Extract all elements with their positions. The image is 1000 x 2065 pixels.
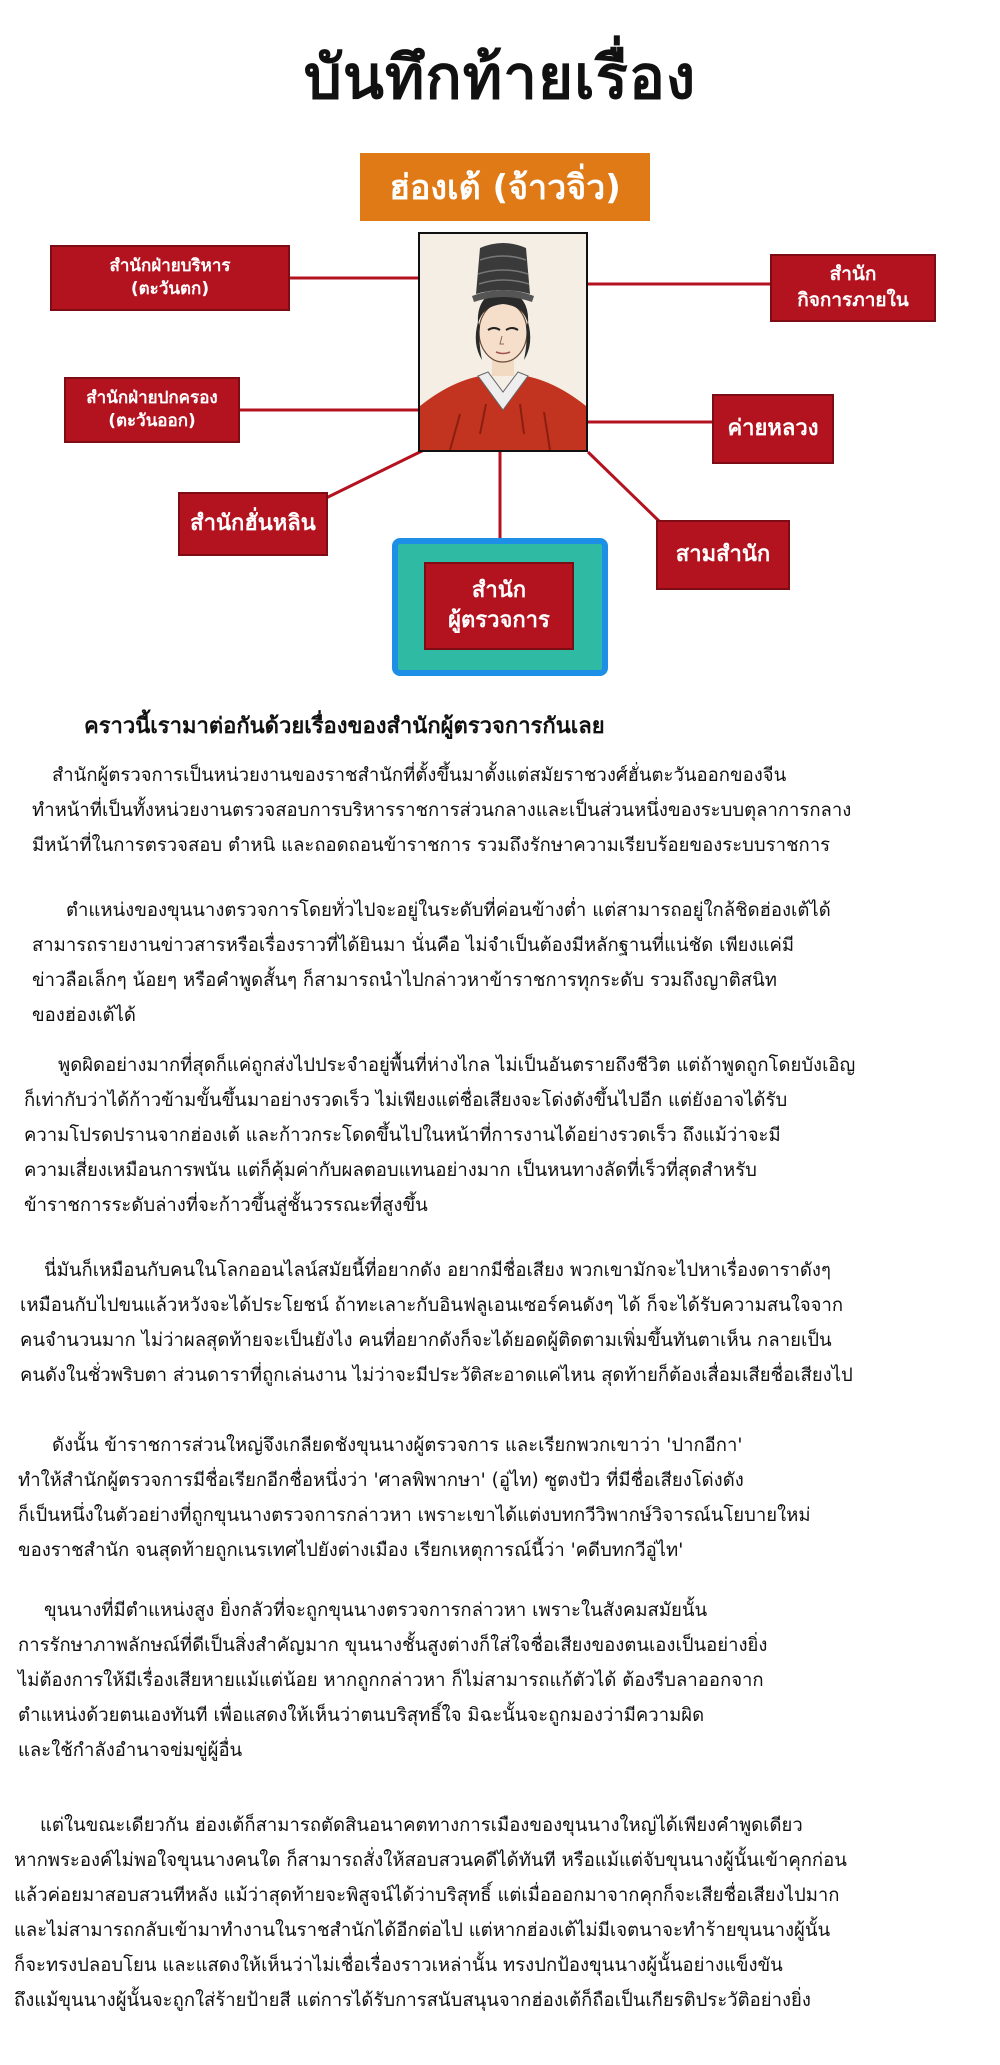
- para-line: ของฮ่องเต้ได้: [32, 1005, 136, 1026]
- para-line: แต่ในขณะเดียวกัน ฮ่องเต้ก็สามารถตัดสินอนาคตทางการเมืองของขุนนางใหญ่ได้เพียงคำพูดเดียว: [40, 1815, 803, 1836]
- para-line: ก็เท่ากับว่าได้ก้าวข้ามขั้นขึ้นมาอย่างรวดเร็ว ไม่เพียงแต่ชื่อเสียงจะโด่งดังขึ้นไปอีก แต่ยังอาจได้รับ: [24, 1090, 788, 1111]
- censorate-office: สำนัก ผู้ตรวจการ: [424, 562, 574, 650]
- para-line: และไม่สามารถกลับเข้ามาทำงานในราชสำนักได้อีกต่อไป แต่หากฮ่องเต้ไม่มีเจตนาจะทำร้ายขุนนางผู้นั้น: [14, 1920, 831, 1941]
- connector-hanlin: [322, 448, 428, 500]
- para-line: ตำแหน่งของขุนนางตรวจการโดยทั่วไปจะอยู่ในระดับที่ค่อนข้างต่ำ แต่สามารถอยู่ใกล้ชิดฮ่องเต้ได้: [66, 900, 831, 921]
- para-line: ขุนนางที่มีตำแหน่งสูง ยิ่งกลัวที่จะถูกขุนนางตรวจการกล่าวหา เพราะในสังคมสมัยนั้น: [44, 1600, 708, 1621]
- hanlin-office: สำนักฮั่นหลิน: [178, 492, 328, 556]
- para-line: สำนักผู้ตรวจการเป็นหน่วยงานของราชสำนักที่ตั้งขึ้นมาตั้งแต่สมัยราชวงศ์ฮั่นตะวันออกของจีน: [52, 765, 787, 786]
- para-line: ตำแหน่งด้วยตนเองทันที เพื่อแสดงให้เห็นว่าตนบริสุทธิ์ใจ มิฉะนั้นจะถูกมองว่ามีความผิด: [18, 1705, 705, 1726]
- para-line: ข่าวลือเล็กๆ น้อยๆ หรือคำพูดสั้นๆ ก็สามารถนำไปกล่าวหาข้าราชการทุกระดับ รวมถึงญาติสนิท: [32, 970, 777, 991]
- para-line: ก็เป็นหนึ่งในตัวอย่างที่ถูกขุนนางตรวจการกล่าวหา เพราะเขาได้แต่งบทกวีวิพากษ์วิจารณ์นโยบายใหม่: [18, 1505, 811, 1526]
- para-line: เหมือนกับไปขนแล้วหวังจะได้ประโยชน์ ถ้าทะเลาะกับอินฟลูเอนเซอร์คนดังๆ ได้ ก็จะได้รับความสนใจจาก: [20, 1295, 844, 1316]
- para-line: นี่มันก็เหมือนกับคนในโลกออนไลน์สมัยนี้ที่อยากดัง อยากมีชื่อเสียง พวกเขามักจะไปหาเรื่องดาราดังๆ: [44, 1260, 831, 1281]
- paragraph-5: [0, 1428, 1000, 1568]
- para-line: การรักษาภาพลักษณ์ที่ดีเป็นสิ่งสำคัญมาก ขุนนางชั้นสูงต่างก็ใส่ใจชื่อเสียงของตนเองเป็นอย่างยิ่ง: [18, 1635, 768, 1656]
- para-line: ทำหน้าที่เป็นทั้งหน่วยงานตรวจสอบการบริหารราชการส่วนกลางและเป็นส่วนหนึ่งของระบบตุลาการกลาง: [32, 800, 852, 821]
- para-line: มีหน้าที่ในการตรวจสอบ ตำหนิ และถอดถอนข้าราชการ รวมถึงรักษาความเรียบร้อยของระบบราชการ: [32, 835, 831, 856]
- para-line: คนดังในชั่วพริบตา ส่วนดาราที่ถูกเล่นงาน ไม่ว่าจะมีประวัติสะอาดแค่ไหน สุดท้ายก็ต้องเสื่อมเสียชื่อเสียงไป: [20, 1365, 853, 1386]
- para-line: ข้าราชการระดับล่างที่จะก้าวขึ้นสู่ชั้นวรรณะที่สูงขึ้น: [24, 1195, 428, 1216]
- para-line: แล้วค่อยมาสอบสวนทีหลัง แม้ว่าสุดท้ายจะพิสูจน์ได้ว่าบริสุทธิ์ แต่เมื่อออกมาจากคุกก็จะเสียชื่อเสียงไปมาก: [14, 1885, 840, 1906]
- page-title: บันทึกท้ายเรื่อง: [303, 43, 697, 113]
- para-line: ไม่ต้องการให้มีเรื่องเสียหายแม้แต่น้อย หากถูกกล่าวหา ก็ไม่สามารถแก้ตัวได้ ต้องรีบลาออกจาก: [18, 1670, 764, 1691]
- para-line: ดังนั้น ข้าราชการส่วนใหญ่จึงเกลียดชังขุนนางผู้ตรวจการ และเรียกพวกเขาว่า 'ปากอีกา': [52, 1435, 743, 1456]
- emperor-banner: ฮ่องเต้ (จ้าวจิ่ว): [360, 153, 650, 221]
- paragraph-6: [0, 1593, 1000, 1768]
- para-line: หากพระองค์ไม่พอใจขุนนางคนใด ก็สามารถสั่งให้สอบสวนคดีได้ทันที หรือแม้แต่จับขุนนางผู้นั้นเข้าคุกก่อน: [14, 1850, 847, 1871]
- para-line: ทำให้สำนักผู้ตรวจการมีชื่อเรียกอีกชื่อหนึ่งว่า 'ศาลพิพากษา' (อู่ไท) ซูตงปัว ที่มีชื่อเสียงโด่งดัง: [18, 1470, 744, 1491]
- three-offices: สามสำนัก: [656, 520, 790, 590]
- paragraph-1: [0, 758, 1000, 863]
- para-line: ของราชสำนัก จนสุดท้ายถูกเนรเทศไปยังต่างเมือง เรียกเหตุการณ์นี้ว่า 'คดีบทกวีอู่ไท': [18, 1540, 684, 1561]
- connector-three-offices: [588, 452, 660, 522]
- emperor-illustration: [420, 234, 586, 450]
- para-line: และใช้กำลังอำนาจข่มขู่ผู้อื่น: [18, 1740, 243, 1761]
- para-line: สามารถรายงานข่าวสารหรือเรื่องราวที่ได้ยินมา นั่นคือ ไม่จำเป็นต้องมีหลักฐานที่แน่ชัด เพียงแค่มี: [32, 935, 795, 956]
- gov-east-office: สำนักฝ่ายปกครอง (ตะวันออก): [64, 377, 240, 443]
- para-line: ถึงแม้ขุนนางผู้นั้นจะถูกใส่ร้ายป้ายสี แต่การได้รับการสนับสนุนจากฮ่องเต้ก็ถือเป็นเกียรติประวัติอย่างยิ่ง: [14, 1990, 811, 2011]
- emperor-portrait: [418, 232, 588, 452]
- para-line: ก็จะทรงปลอบโยน และแสดงให้เห็นว่าไม่เชื่อเรื่องราวเหล่านั้น ทรงปกป้องขุนนางผู้นั้นอย่างแข็งขัน: [14, 1955, 783, 1976]
- para-line: ความเสี่ยงเหมือนการพนัน แต่ก็คุ้มค่ากับผลตอบแทนอย่างมาก เป็นหนทางลัดที่เร็วที่สุดสำหรับ: [24, 1160, 757, 1181]
- intro-heading: คราวนี้เรามาต่อกันด้วยเรื่องของสำนักผู้ตรวจการกันเลย: [84, 714, 605, 739]
- para-line: คนจำนวนมาก ไม่ว่าผลสุดท้ายจะเป็นยังไง คนที่อยากดังก็จะได้ยอดผู้ติดตามเพิ่มขึ้นทันตาเห็น กลายเป็น: [20, 1330, 832, 1351]
- paragraph-2: [0, 893, 1000, 1033]
- paragraph-3: [0, 1048, 1000, 1223]
- para-line: ความโปรดปรานจากฮ่องเต้ และก้าวกระโดดขึ้นไปในหน้าที่การงานได้อย่างรวดเร็ว ถึงแม้ว่าจะมี: [24, 1125, 781, 1146]
- paragraph-4: [0, 1253, 1000, 1393]
- para-line: พูดผิดอย่างมากที่สุดก็แค่ถูกส่งไปประจำอยู่พื้นที่ห่างไกล ไม่เป็นอันตรายถึงชีวิต แต่ถ้าพูดถูกโดยบังเอิญ: [58, 1055, 856, 1076]
- camp-office: ค่ายหลวง: [712, 394, 834, 464]
- inner-affairs-office: สำนัก กิจการภายใน: [770, 254, 936, 322]
- paragraph-7: [0, 1808, 1000, 2018]
- org-chart: [0, 0, 1000, 700]
- admin-west-office: สำนักฝ่ายบริหาร (ตะวันตก): [50, 245, 290, 311]
